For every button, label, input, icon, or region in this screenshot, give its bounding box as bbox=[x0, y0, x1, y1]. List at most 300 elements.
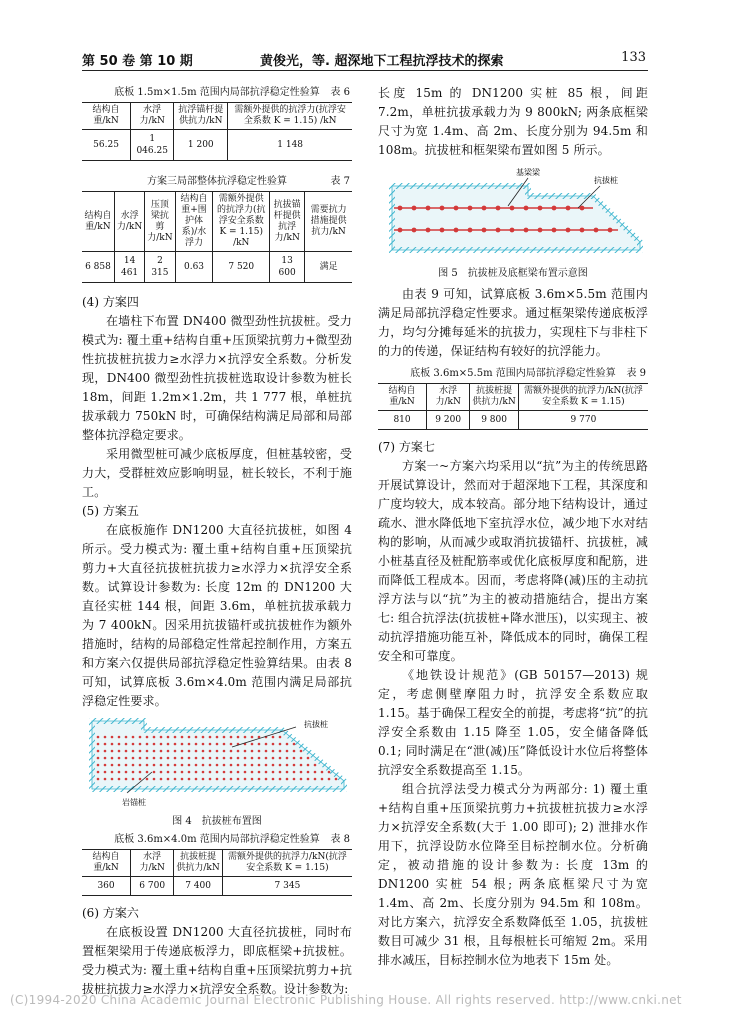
fig5-beam-label: 基梁梁 bbox=[516, 168, 540, 177]
pile-dot bbox=[125, 764, 128, 767]
table9-cell: 9 770 bbox=[518, 411, 648, 430]
pile-dot bbox=[223, 750, 226, 753]
pile-dot bbox=[174, 736, 177, 739]
pile-dot bbox=[146, 778, 149, 781]
pile-dot bbox=[216, 750, 219, 753]
pile-dot bbox=[139, 757, 142, 760]
pile-dot bbox=[286, 764, 289, 767]
pile-dot bbox=[174, 750, 177, 753]
pile-dot bbox=[566, 206, 571, 211]
pile-dot bbox=[125, 757, 128, 760]
pile-dot bbox=[272, 743, 275, 746]
pile-dot bbox=[608, 228, 613, 233]
table7 bbox=[82, 191, 352, 283]
table7-caption bbox=[82, 175, 352, 189]
section-7-paragraph-1: 方案一~方案六均采用以“抗”为主的传统思路开展试算设计，然而对于超深地下工程，其深度和广度均较大，成本较高。部分地下结构设计，通过疏水、泄水降低地下室抗浮水位，减少地下水对结构的影响，从而减少或取消抗拔锚杆、抗拔桩，减小桩基直径及桩配筋率或优化底板厚度和配筋，进而降低工程成本。因而，考虑将降(减)压的主动抗浮方法与以“抗”为主的被动措施结合，提出方案七: 组合抗浮法(抗拔桩+降水泄压)，以实现主、被动抗浮措施功能互补，降低成本的同时，确保工程安全和可靠度。 bbox=[378, 459, 648, 663]
pile-dot bbox=[167, 743, 170, 746]
pile-dot bbox=[468, 206, 473, 211]
pile-dot bbox=[510, 206, 515, 211]
pile-dot bbox=[188, 778, 191, 781]
pile-dot bbox=[202, 778, 205, 781]
pile-dot bbox=[223, 736, 226, 739]
pile-dot bbox=[496, 228, 501, 233]
pile-dot bbox=[97, 778, 100, 781]
pile-dot bbox=[181, 736, 184, 739]
table8-header: 结构自重/kN bbox=[82, 850, 131, 877]
pile-dot bbox=[188, 757, 191, 760]
pile-dot bbox=[118, 764, 121, 767]
pile-dot bbox=[223, 757, 226, 760]
table-row bbox=[82, 252, 352, 283]
table7-header: 需要抗力措施提供抗力/kN bbox=[305, 192, 352, 252]
table7-header: 抗拔锚杆提供抗浮力/kN bbox=[270, 192, 305, 252]
pile-dot bbox=[272, 764, 275, 767]
pile-dot bbox=[244, 778, 247, 781]
pile-dot bbox=[188, 764, 191, 767]
pile-dot bbox=[244, 771, 247, 774]
section-6-paragraph: 在底板设置 DN1200 大直径抗拔桩，同时布置框架梁用于传递底板浮力，即底框梁+抗拔桩。受力模式为: 覆土重+结构自重+压顶梁抗剪力+抗拔桩抗拔力≥水浮力×抗浮安全系数。设计参数为: bbox=[82, 925, 352, 996]
pile-dot bbox=[293, 750, 296, 753]
pile-dot bbox=[230, 743, 233, 746]
pile-dot bbox=[153, 764, 156, 767]
pile-dot bbox=[251, 743, 254, 746]
section-5-paragraph: 在底板施作 DN1200 大直径抗拔桩，如图 4 所示。受力模式为: 覆土重+结构自重+压顶梁抗剪力+大直径抗拔桩抗拔力≥水浮力×抗浮安全系数。试算设计参数为: 长度 12m 的 DN1200 大直径实桩 144 根，间距 3.6m，单桩抗拔承载力为 7 400kN。因采用抗拔锚杆或抗拔桩作为额外措施时，结构的局部稳定性常起控制作用，方案五和方案六仅提供局部抗浮稳定性验算结果。由表 8 可知，试算底板 3.6m×4.0m 范围内满足局部抗浮稳定性要求。 bbox=[82, 523, 352, 708]
pile-dot bbox=[258, 743, 261, 746]
figure-4-caption: 图 4 抗拔桩布置图 bbox=[172, 816, 262, 827]
pile-dot bbox=[111, 771, 114, 774]
table6-header: 抗浮锚杆提供抗力/kN bbox=[174, 103, 228, 130]
table-row bbox=[82, 877, 352, 896]
pile-dot bbox=[202, 771, 205, 774]
pile-dot bbox=[160, 736, 163, 739]
table9-cell: 9 800 bbox=[470, 411, 519, 430]
pile-dot bbox=[272, 778, 275, 781]
pile-dot bbox=[111, 778, 114, 781]
pile-dot bbox=[125, 750, 128, 753]
pile-dot bbox=[104, 743, 107, 746]
pile-dot bbox=[237, 764, 240, 767]
pile-dot bbox=[132, 750, 135, 753]
pile-dot bbox=[251, 750, 254, 753]
pile-dot bbox=[167, 736, 170, 739]
table7-cell: 6 858 bbox=[82, 252, 114, 283]
section-5-title: (5) 方案五 bbox=[82, 504, 139, 518]
table7-header: 结构自重+围护体系)/水浮力 bbox=[175, 192, 213, 252]
pile-dot bbox=[174, 764, 177, 767]
pile-dot bbox=[181, 778, 184, 781]
pile-dot bbox=[167, 778, 170, 781]
pile-dot bbox=[454, 206, 459, 211]
table8-title: 底板 3.6m×4.0m 范围内局部抗浮稳定性验算 bbox=[114, 834, 320, 845]
pile-dot bbox=[139, 743, 142, 746]
figure-4 bbox=[82, 717, 352, 827]
table-row bbox=[82, 130, 352, 161]
table6-title: 底板 1.5m×1.5m 范围内局部抗浮稳定性验算 bbox=[114, 87, 320, 98]
pile-dot bbox=[188, 771, 191, 774]
table9-caption bbox=[378, 367, 648, 381]
table9-cell: 9 200 bbox=[427, 411, 470, 430]
pile-dot bbox=[237, 750, 240, 753]
pile-dot bbox=[265, 771, 268, 774]
pile-dot bbox=[251, 757, 254, 760]
table7-cell: 0.63 bbox=[175, 252, 213, 283]
pile-dot bbox=[251, 778, 254, 781]
pile-dot bbox=[181, 743, 184, 746]
pile-dot bbox=[160, 757, 163, 760]
pile-dot bbox=[153, 736, 156, 739]
pile-dot bbox=[566, 228, 571, 233]
pile-dot bbox=[195, 771, 198, 774]
pile-dot bbox=[223, 764, 226, 767]
table6-number: 表 6 bbox=[330, 87, 350, 98]
pile-dot bbox=[111, 736, 114, 739]
pile-dot bbox=[258, 757, 261, 760]
pile-dot bbox=[258, 750, 261, 753]
pile-dot bbox=[167, 750, 170, 753]
pile-dot bbox=[118, 743, 121, 746]
fig5-pile-label: 抗拔桩 bbox=[594, 176, 618, 185]
copyright-footer: (C)1994-2020 China Academic Journal Electronic Publishing House. All rights reserved. http://www.cnki.net bbox=[10, 993, 682, 1007]
floor-slab-outline bbox=[392, 186, 640, 250]
pile-dot bbox=[209, 771, 212, 774]
pile-dot bbox=[328, 778, 331, 781]
section-7-paragraph-3: 组合抗浮法受力模式分为两部分: 1) 覆土重+结构自重+压顶梁抗剪力+抗拔桩抗拔力≥水浮力×抗浮安全系数(大于 1.00 即可); 2) 泄排水作用下，抗浮设防水位降至目标控制水位。分析确定，被动措施的设计参数为: 长度 13m 的 DN1200 实桩 54 根; 两条底框梁尺寸为宽 1.4m、高 2m、长度分别为 94.5m 和 108m。对比方案六，抗浮安全系数降低至 1.05，抗拔桩数目可减少 31 根，且每根桩长可缩短 2m。采用排水减压，目标控制水位为地表下 15m 处。 bbox=[378, 782, 648, 967]
pile-dot bbox=[237, 778, 240, 781]
pile-dot bbox=[328, 771, 331, 774]
pile-dot bbox=[524, 228, 529, 233]
pile-dot bbox=[230, 757, 233, 760]
pile-dot bbox=[97, 764, 100, 767]
pile-dot bbox=[440, 206, 445, 211]
table6-cell: 1 200 bbox=[174, 130, 228, 161]
pile-dot bbox=[97, 757, 100, 760]
page-number: 133 bbox=[621, 50, 646, 65]
pile-dot bbox=[286, 757, 289, 760]
section-4-title: (4) 方案四 bbox=[82, 295, 139, 309]
pile-dot bbox=[300, 757, 303, 760]
section-4-paragraph: 在墙柱下布置 DN400 微型劲性抗拔桩。受力模式为: 覆土重+结构自重+压顶梁抗剪力+微型劲性抗拔桩抗拔力≥水浮力×抗浮安全系数。分析发现，DN400 微型劲性抗拔桩选取设计参数为桩长 18m，间距 1.2m×1.2m，共 1 777 根，单桩抗拔承载力 750kN 时，可确保结构满足局部和局部整体抗浮稳定要求。 bbox=[82, 314, 352, 442]
pile-dot bbox=[181, 771, 184, 774]
pile-dot bbox=[279, 778, 282, 781]
table7-cell: 7 520 bbox=[213, 252, 270, 283]
journal-volume: 第 50 卷 第 10 期 bbox=[82, 54, 193, 69]
pile-dot bbox=[307, 778, 310, 781]
table8-header: 抗拔桩提供抗力/kN bbox=[174, 850, 223, 877]
table8-cell: 360 bbox=[82, 877, 131, 896]
pile-dot bbox=[104, 757, 107, 760]
table9-header: 抗拔桩提供抗力/kN bbox=[470, 384, 519, 411]
pile-dot bbox=[454, 228, 459, 233]
table9-number: 表 9 bbox=[626, 368, 646, 379]
table9-discussion: 由表 9 可知，试算底板 3.6m×5.5m 范围内满足局部抗浮稳定性要求。通过框架梁传递底板浮力，均匀分摊每延米的抗拔力，实现柱下与非柱下的力的传递，保证结构有较好的抗浮能力。 bbox=[378, 287, 648, 358]
table6-header: 水浮力/kN bbox=[131, 103, 174, 130]
table9-header: 需额外提供的抗浮力/kN(抗浮安全系数 K = 1.15) bbox=[518, 384, 648, 411]
pile-dot bbox=[552, 206, 557, 211]
table-row bbox=[378, 411, 648, 430]
table7-header: 需额外提供的抗浮力(抗浮安全系数K = 1.15) /kN bbox=[213, 192, 270, 252]
table6 bbox=[82, 102, 352, 161]
pile-dot bbox=[132, 778, 135, 781]
pile-dot bbox=[272, 757, 275, 760]
table9-cell: 810 bbox=[378, 411, 427, 430]
pile-dot bbox=[132, 764, 135, 767]
pile-dot bbox=[398, 228, 403, 233]
pile-dot bbox=[195, 750, 198, 753]
pile-dot bbox=[174, 778, 177, 781]
pile-dot bbox=[160, 778, 163, 781]
table9-header: 结构自重/kN bbox=[378, 384, 427, 411]
pile-dot bbox=[97, 743, 100, 746]
pile-dot bbox=[118, 757, 121, 760]
table7-header: 结构自重/kN bbox=[82, 192, 114, 252]
table9 bbox=[378, 383, 648, 430]
pile-dot bbox=[209, 736, 212, 739]
pile-dot bbox=[272, 736, 275, 739]
pile-dot bbox=[160, 750, 163, 753]
pile-dot bbox=[293, 764, 296, 767]
pile-dot bbox=[146, 750, 149, 753]
pile-dot bbox=[146, 743, 149, 746]
table9-title: 底板 3.6m×5.5m 范围内局部抗浮稳定性验算 bbox=[410, 368, 616, 379]
pile-dot bbox=[251, 771, 254, 774]
pile-dot bbox=[251, 764, 254, 767]
pile-dot bbox=[412, 228, 417, 233]
pile-dot bbox=[181, 764, 184, 767]
pile-dot bbox=[293, 771, 296, 774]
left-column bbox=[82, 84, 352, 999]
pile-dot bbox=[265, 750, 268, 753]
figure-5-caption: 图 5 抗拔桩及底框梁布置示意图 bbox=[438, 268, 588, 279]
pile-dot bbox=[293, 757, 296, 760]
pile-dot bbox=[279, 743, 282, 746]
pile-dot bbox=[265, 757, 268, 760]
pile-dot bbox=[426, 228, 431, 233]
pile-dot bbox=[153, 757, 156, 760]
pile-dot bbox=[139, 778, 142, 781]
pile-dot bbox=[132, 771, 135, 774]
pile-dot bbox=[153, 778, 156, 781]
pile-dot bbox=[146, 757, 149, 760]
pile-dot bbox=[223, 778, 226, 781]
pile-dot bbox=[265, 778, 268, 781]
pile-dot bbox=[97, 736, 100, 739]
pile-dot bbox=[314, 778, 317, 781]
pile-dot bbox=[314, 764, 317, 767]
pile-dot bbox=[265, 764, 268, 767]
table8-caption bbox=[82, 833, 352, 847]
pile-dot bbox=[293, 743, 296, 746]
right-column bbox=[378, 84, 648, 970]
table6-cell: 1 046.25 bbox=[131, 130, 174, 161]
pile-dot bbox=[510, 228, 515, 233]
pile-dot bbox=[538, 228, 543, 233]
pile-dot bbox=[237, 757, 240, 760]
pile-dot bbox=[300, 764, 303, 767]
pile-dot bbox=[244, 757, 247, 760]
pile-dot bbox=[125, 771, 128, 774]
pile-dot bbox=[293, 778, 296, 781]
pile-dot bbox=[279, 771, 282, 774]
table6-header: 需额外提供的抗浮力(抗浮安全系数 K = 1.15) /kN bbox=[228, 103, 352, 130]
pile-dot bbox=[230, 764, 233, 767]
fig4-pile-label: 抗拔桩 bbox=[304, 720, 328, 729]
table6-caption bbox=[82, 86, 352, 100]
pile-dot bbox=[237, 771, 240, 774]
pile-dot bbox=[321, 771, 324, 774]
table6-cell: 1 148 bbox=[228, 130, 352, 161]
pile-dot bbox=[139, 764, 142, 767]
pile-dot bbox=[195, 743, 198, 746]
pile-dot bbox=[314, 771, 317, 774]
pile-dot bbox=[209, 778, 212, 781]
pile-dot bbox=[167, 757, 170, 760]
table7-title: 方案三局部整体抗浮稳定性验算 bbox=[147, 176, 287, 187]
figure-4-drawing bbox=[82, 717, 352, 795]
pile-dot bbox=[202, 743, 205, 746]
table7-number: 表 7 bbox=[330, 176, 350, 187]
table8-number: 表 8 bbox=[330, 834, 350, 845]
page-header bbox=[82, 50, 648, 71]
pile-dot bbox=[139, 750, 142, 753]
pile-dot bbox=[209, 750, 212, 753]
pile-dot bbox=[209, 764, 212, 767]
pile-dot bbox=[286, 771, 289, 774]
pile-dot bbox=[230, 771, 233, 774]
pile-dot bbox=[188, 750, 191, 753]
pile-dot bbox=[167, 764, 170, 767]
pile-dot bbox=[153, 750, 156, 753]
pile-dot bbox=[216, 743, 219, 746]
pile-dot bbox=[188, 736, 191, 739]
pile-dot bbox=[482, 228, 487, 233]
pile-dot bbox=[300, 750, 303, 753]
pile-dot bbox=[580, 228, 585, 233]
pile-dot bbox=[524, 206, 529, 211]
pile-dot bbox=[153, 771, 156, 774]
pile-dot bbox=[111, 743, 114, 746]
pile-dot bbox=[265, 743, 268, 746]
pile-dot bbox=[202, 750, 205, 753]
section-6-title: (6) 方案六 bbox=[82, 906, 139, 920]
section-7-title: (7) 方案七 bbox=[378, 440, 435, 454]
pile-dot bbox=[195, 764, 198, 767]
pile-dot bbox=[104, 771, 107, 774]
pile-dot bbox=[258, 771, 261, 774]
pile-dot bbox=[111, 757, 114, 760]
pile-dot bbox=[300, 778, 303, 781]
pile-dot bbox=[496, 206, 501, 211]
pile-dot bbox=[132, 757, 135, 760]
pile-dot bbox=[181, 750, 184, 753]
pile-dot bbox=[202, 764, 205, 767]
pile-dot bbox=[307, 771, 310, 774]
pile-dot bbox=[167, 771, 170, 774]
pile-dot bbox=[223, 771, 226, 774]
pile-dot bbox=[118, 736, 121, 739]
pile-dot bbox=[440, 228, 445, 233]
table7-cell: 14 461 bbox=[114, 252, 144, 283]
pile-dot bbox=[174, 757, 177, 760]
pile-dot bbox=[279, 764, 282, 767]
table7-header: 压顶梁抗剪力/kN bbox=[145, 192, 175, 252]
pile-dot bbox=[118, 778, 121, 781]
pile-dot bbox=[272, 750, 275, 753]
section-7-paragraph-2: 《地铁设计规范》(GB 50157—2013) 规定，考虑侧壁摩阻力时，抗浮安全系数应取 1.15。基于确保工程安全的前提，考虑将“抗”的抗浮安全系数由 1.15 降至 1.05，安全储备降低 0.1; 同时满足在“泄(减)压”降低设计水位后将整体抗浮安全系数提高至 1.15。 bbox=[378, 668, 648, 777]
pile-dot bbox=[139, 771, 142, 774]
figure-5 bbox=[378, 164, 648, 279]
pile-dot bbox=[216, 757, 219, 760]
pile-dot bbox=[118, 750, 121, 753]
pile-dot bbox=[244, 764, 247, 767]
pile-dot bbox=[230, 778, 233, 781]
pile-dot bbox=[125, 778, 128, 781]
pile-dot bbox=[580, 206, 585, 211]
pile-dot bbox=[412, 206, 417, 211]
table8-header: 需额外提供的抗浮力/kN(抗浮安全系数 K = 1.15) bbox=[222, 850, 352, 877]
pile-dot bbox=[139, 736, 142, 739]
pile-dot bbox=[111, 764, 114, 767]
pile-dot bbox=[181, 757, 184, 760]
table8-cell: 6 700 bbox=[131, 877, 174, 896]
pile-dot bbox=[202, 736, 205, 739]
pile-dot bbox=[552, 228, 557, 233]
table7-cell: 2 315 bbox=[145, 252, 175, 283]
pile-dot bbox=[160, 743, 163, 746]
pile-dot bbox=[132, 743, 135, 746]
pile-dot bbox=[286, 743, 289, 746]
pile-dot bbox=[209, 757, 212, 760]
table8-header: 水浮力/kN bbox=[131, 850, 174, 877]
section-6-continued: 长度 15m 的 DN1200 实桩 85 根，间距 7.2m，单桩抗拔承载力为 9 800kN; 两条底框梁尺寸为宽 1.4m、高 2m、长度分别为 94.5m 和 108m。抗拔桩和框架梁布置如图 5 所示。 bbox=[378, 86, 648, 157]
table9-header: 水浮力/kN bbox=[427, 384, 470, 411]
pile-dot bbox=[195, 736, 198, 739]
pile-dot bbox=[104, 778, 107, 781]
pile-dot bbox=[300, 771, 303, 774]
pile-dot bbox=[279, 757, 282, 760]
pile-dot bbox=[174, 771, 177, 774]
pile-dot bbox=[279, 736, 282, 739]
pile-dot bbox=[104, 736, 107, 739]
table8-cell: 7 345 bbox=[222, 877, 352, 896]
pile-dot bbox=[216, 764, 219, 767]
fig4-beam-label: 岩锚桩 bbox=[122, 798, 146, 807]
pile-dot bbox=[230, 750, 233, 753]
pile-dot bbox=[223, 743, 226, 746]
pile-dot bbox=[104, 750, 107, 753]
pile-dot bbox=[146, 771, 149, 774]
pile-dot bbox=[216, 778, 219, 781]
table6-header: 结构自重/kN bbox=[82, 103, 131, 130]
pile-dot bbox=[195, 757, 198, 760]
pile-dot bbox=[174, 743, 177, 746]
pile-dot bbox=[146, 764, 149, 767]
pile-dot bbox=[230, 736, 233, 739]
pile-dot bbox=[251, 736, 254, 739]
pile-dot bbox=[195, 778, 198, 781]
pile-dot bbox=[279, 750, 282, 753]
pile-dot bbox=[272, 771, 275, 774]
pile-dot bbox=[160, 771, 163, 774]
pile-dot bbox=[111, 750, 114, 753]
table7-cell: 13 600 bbox=[270, 252, 305, 283]
pile-dot bbox=[426, 206, 431, 211]
pile-dot bbox=[125, 736, 128, 739]
pile-dot bbox=[118, 771, 121, 774]
pile-dot bbox=[202, 757, 205, 760]
pile-dot bbox=[104, 764, 107, 767]
pile-dot bbox=[594, 228, 599, 233]
pile-dot bbox=[97, 771, 100, 774]
